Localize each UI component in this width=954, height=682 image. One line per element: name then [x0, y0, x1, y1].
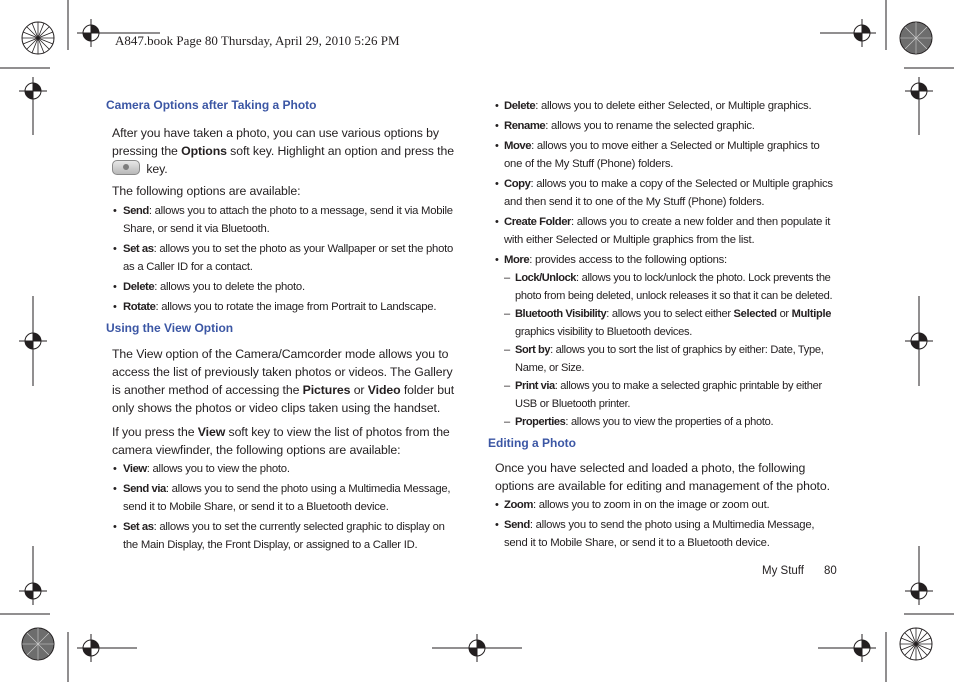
- view-options-list: [106, 460, 456, 554]
- list-item: • View: allows you to view the photo.: [106, 460, 456, 478]
- left-column: [106, 97, 456, 558]
- camera-options-list: [106, 202, 456, 316]
- sub-list-item: – Print via: allows you to make a selected graphic printable by either USB or Bluetooth printer.: [488, 377, 838, 413]
- print-slug-line: A847.book Page 80 Thursday, April 29, 2010 5:26 PM: [115, 33, 400, 48]
- navigation-key-icon: [112, 160, 140, 175]
- view-softkey-paragraph: If you press the View soft key to view the list of photos from the camera viewfinder, the following options are available:: [112, 425, 450, 457]
- list-item: • Delete: allows you to delete the photo.: [106, 278, 456, 296]
- list-item: • Create Folder: allows you to create a new folder and then populate it with either Selected or Multiple graphics from the list.: [488, 213, 838, 249]
- view-options-list-continued: [488, 97, 838, 269]
- sub-list-item: – Sort by: allows you to sort the list of graphics by either: Date, Type, Name, or Size.: [488, 341, 838, 377]
- list-item: • Delete: allows you to delete either Selected, or Multiple graphics.: [488, 97, 838, 115]
- list-item: • Move: allows you to move either a Selected or Multiple graphics to one of the My Stuff (Phone) folders.: [488, 137, 838, 173]
- camera-options-intro: [112, 124, 456, 178]
- page-number: 80: [824, 565, 837, 577]
- list-item: • Send: allows you to send the photo using a Multimedia Message, send it to Mobile Share, or send it to a Bluetooth device.: [488, 516, 838, 552]
- section-heading-view-option: Using the View Option: [106, 321, 234, 335]
- sub-list-item: – Properties: allows you to view the properties of a photo.: [488, 413, 838, 431]
- more-options-sublist: [488, 269, 838, 431]
- list-item: • Set as: allows you to set the currently selected graphic to display on the Main Display, the Front Display, or assigned to a Caller ID.: [106, 518, 456, 554]
- section-heading-editing-photo: Editing a Photo: [488, 436, 576, 450]
- list-item-more: • More: provides access to the following options:: [488, 251, 838, 269]
- section-heading-camera-options: Camera Options after Taking a Photo: [106, 98, 317, 112]
- intro-text: key.: [143, 162, 168, 176]
- list-item: • Send via: allows you to send the photo using a Multimedia Message, send it to Mobile Share, or send it to a Bluetooth device.: [106, 480, 456, 516]
- footer-section-name: My Stuff: [762, 565, 804, 577]
- list-item: • Set as: allows you to set the photo as your Wallpaper or set the photo as a Caller ID for a contact.: [106, 240, 456, 276]
- view-option-paragraph: The View option of the Camera/Camcorder mode allows you to access the list of previously taken photos or videos. The Gallery is another method of accessing the Pictures or Video folder but only shows the photos or video clips taken using the handset.: [112, 347, 455, 415]
- sub-list-item: – Lock/Unlock: allows you to lock/unlock the photo. Lock prevents the photo from being deleted, unlock releases it so that it can be deleted.: [488, 269, 838, 305]
- list-item: • Rotate: allows you to rotate the image from Portrait to Landscape.: [106, 298, 456, 316]
- list-item: • Rename: allows you to rename the selected graphic.: [488, 117, 838, 135]
- options-available-text: The following options are available:: [112, 184, 301, 198]
- editing-options-list: [488, 496, 838, 552]
- options-term: Options: [181, 144, 227, 158]
- editing-intro: Once you have selected and loaded a photo, the following options are available for editing and management of the photo.: [495, 461, 830, 493]
- list-item: • Send: allows you to attach the photo to a message, send it via Mobile Share, or send it via Bluetooth.: [106, 202, 456, 238]
- list-item: • Zoom: allows you to zoom in on the image or zoom out.: [488, 496, 838, 514]
- intro-text: soft key. Highlight an option and press the: [226, 144, 454, 158]
- right-column: [488, 97, 838, 556]
- intro-text: After you have taken a photo, you can use various options by pressing the: [112, 126, 439, 158]
- sub-list-item: – Bluetooth Visibility: allows you to select either Selected or Multiple graphics visibility to Bluetooth devices.: [488, 305, 838, 341]
- list-item: • Copy: allows you to make a copy of the Selected or Multiple graphics and then send it to one of the My Stuff (Phone) folders.: [488, 175, 838, 211]
